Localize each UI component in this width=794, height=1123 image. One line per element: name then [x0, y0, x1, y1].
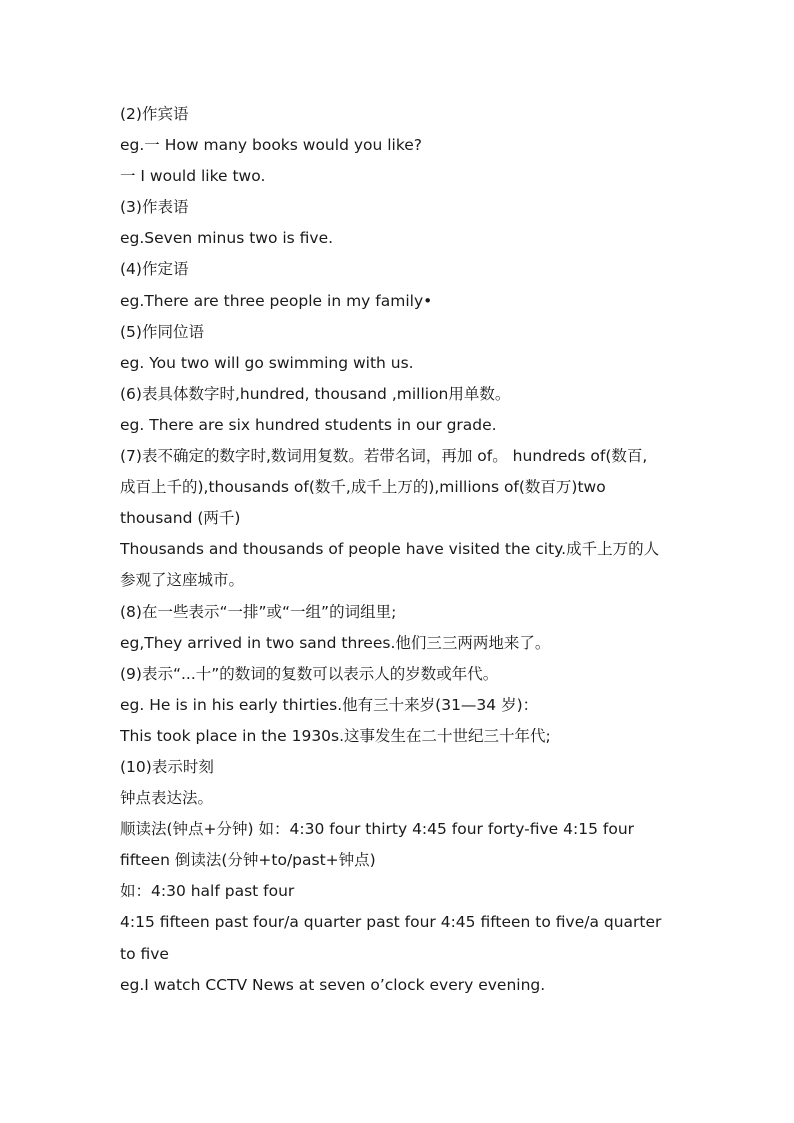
- text-line: (8)在一些表示“一排”或“一组”的词组里;: [120, 602, 397, 621]
- text-line: eg.There are three people in my family•: [120, 291, 433, 310]
- text-line: 钟点表达法。: [120, 789, 214, 808]
- text-line: fifteen 倒读法(分钟+to/past+钟点): [120, 851, 376, 870]
- text-line: 参观了这座城市。: [120, 571, 245, 590]
- text-line: to five: [120, 944, 169, 963]
- text-line: thousand (两千): [120, 509, 241, 528]
- text-line: (9)表示“...十”的数词的复数可以表示人的岁数或年代。: [120, 664, 499, 683]
- text-line: 如：4:30 half past four: [120, 882, 295, 901]
- text-line: eg.Seven minus two is five.: [120, 229, 334, 248]
- text-line: eg. You two will go swimming with us.: [120, 353, 414, 372]
- text-line: eg. There are six hundred students in our grade.: [120, 415, 497, 434]
- text-line: eg.一 How many books would you like?: [120, 136, 423, 155]
- text-line: (10)表示时刻: [120, 757, 214, 776]
- text-line: (4)作定语: [120, 260, 189, 279]
- text-line: (2)作宾语: [120, 105, 189, 123]
- text-line: eg.I watch CCTV News at seven o’clock every evening.: [120, 975, 546, 994]
- text-line: This took place in the 1930s.这事发生在二十世纪三十年代;: [120, 726, 551, 745]
- text-line: Thousands and thousands of people have visited the city.成千上万的人: [120, 540, 660, 559]
- text-line: 4:15 fifteen past four/a quarter past four 4:45 fifteen to five/a quarter: [120, 913, 662, 932]
- text-line: (7)表不确定的数字时,数词用复数。若带名词，再加 of。 hundreds of(数百,: [120, 447, 648, 466]
- text-line: 一 I would like two.: [120, 167, 266, 186]
- text-line: eg,They arrived in two sand threes.他们三三两两地来了。: [120, 633, 551, 652]
- text-line: 成百上千的),thousands of(数千,成千上万的),millions of(数百万)two: [120, 478, 606, 497]
- text-line: (3)作表语: [120, 198, 189, 217]
- text-line: eg. He is in his early thirties.他有三十来岁(31—34 岁)：: [120, 695, 539, 714]
- text-line: 顺读法(钟点+分钟) 如：4:30 four thirty 4:45 four forty-five 4:15 four: [120, 820, 635, 839]
- text-line: (5)作同位语: [120, 322, 204, 341]
- text-line: (6)表具体数字时,hundred, thousand ,million用单数。: [120, 384, 511, 403]
- document-body: [120, 99, 694, 1001]
